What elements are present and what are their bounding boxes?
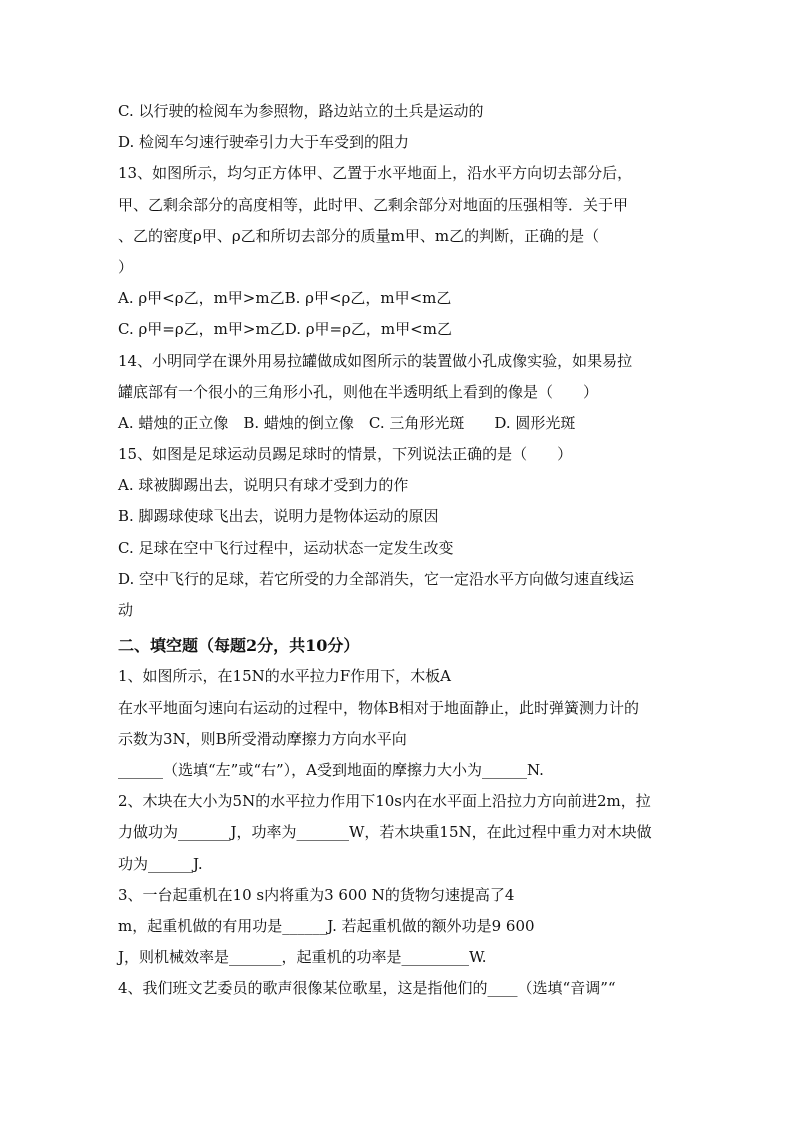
question-13-line-2: 甲、乙剩余部分的高度相等，此时甲、乙剩余部分对地面的压强相等．关于甲 (118, 195, 629, 214)
option-ab-q13: A. ρ甲<ρ乙，m甲>m乙B. ρ甲<ρ乙，m甲<m乙 (118, 289, 452, 308)
fill-3-line-2: m，起重机做的有用功是______J. 若起重机做的额外功是9 600 (118, 916, 535, 935)
section-heading-fill-in: 二、填空题（每题2分，共10分） (118, 636, 360, 656)
option-c-q12: C. 以行驶的检阅车为参照物，路边站立的土兵是运动的 (118, 102, 484, 120)
fill-1-line-4: ______（选填“左”或“右”），A受到地面的摩擦力大小为______N. (118, 760, 544, 779)
question-13-line-1: 13、如图所示，均匀正方体甲、乙置于水平地面上，沿水平方向切去部分后， (118, 164, 633, 183)
fill-1-line-3: 示数为3N，则B所受滑动摩擦力方向水平向 (118, 729, 407, 748)
option-cd-q13: C. ρ甲=ρ乙，m甲>m乙D. ρ甲=ρ乙，m甲<m乙 (118, 320, 452, 339)
question-14-line-1: 14、小明同学在课外用易拉罐做成如图所示的装置做小孔成像实验，如果易拉 (118, 351, 633, 370)
fill-4-line-1: 4、我们班文艺委员的歌声很像某位歌星，这是指他们的____（选填“音调”“ (118, 979, 616, 998)
option-c-q15: C. 足球在空中飞行过程中，运动状态一定发生改变 (118, 538, 454, 557)
fill-1-line-2: 在水平地面匀速向右运动的过程中，物体B相对于地面静止，此时弹簧测力计的 (118, 698, 640, 717)
fill-2-line-1: 2、木块在大小为5N的水平拉力作用下10s内在水平面上沿拉力方向前进2m，拉 (118, 792, 651, 811)
question-13-line-4: ） (118, 257, 134, 276)
document-page (118, 96, 688, 1004)
option-d-q12: D. 检阅车匀速行驶牵引力大于车受到的阻力 (118, 133, 410, 152)
option-b-q15: B. 脚踢球使球飞出去，说明力是物体运动的原因 (118, 507, 439, 526)
options-q14: A. 蜡烛的正立像 B. 蜡烛的倒立像 C. 三角形光斑 D. 圆形光斑 (118, 413, 576, 432)
fill-2-line-3: 功为______J. (118, 854, 203, 873)
fill-1-line-1: 1、如图所示，在15N的水平拉力F作用下，木板A (118, 667, 451, 686)
option-a-q15: A. 球被脚踢出去，说明只有球才受到力的作 (118, 476, 409, 495)
fill-3-line-3: J，则机械效率是_______，起重机的功率是_________W. (118, 948, 487, 967)
option-d-q15-line-2: 动 (118, 601, 134, 619)
option-d-q15-line-1: D. 空中飞行的足球，若它所受的力全部消失，它一定沿水平方向做匀速直线运 (118, 569, 635, 588)
fill-3-line-1: 3、一台起重机在10 s内将重为3 600 N的货物匀速提高了4 (118, 885, 515, 904)
question-15: 15、如图是足球运动员踢足球时的情景，下列说法正确的是（ ） (118, 445, 573, 464)
question-14-line-2: 罐底部有一个很小的三角形小孔，则他在半透明纸上看到的像是（ ） (118, 382, 599, 401)
question-13-line-3: 、乙的密度ρ甲、ρ乙和所切去部分的质量m甲、m乙的判断，正确的是（ (118, 226, 600, 245)
fill-2-line-2: 力做功为_______J，功率为_______W，若木块重15N，在此过程中重力对木块做 (118, 823, 652, 842)
